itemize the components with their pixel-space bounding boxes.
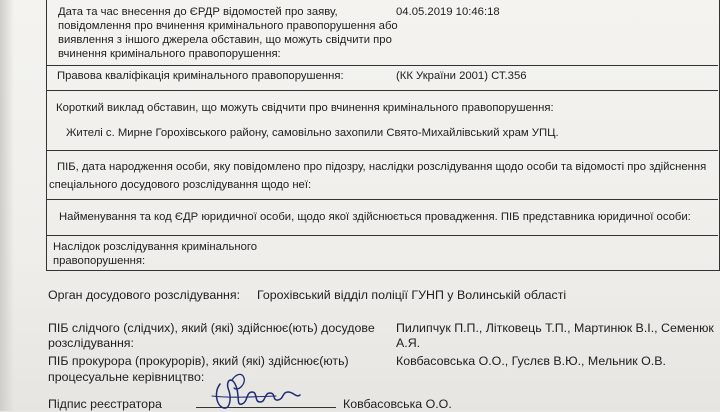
prosecutors-label-line: процесуальне керівництво: (48, 370, 205, 384)
suspect-label-line: спеціального досудового розслідування щодо неї: (49, 179, 312, 191)
entry-date-label-line: Дата та час внесення до ЄРДР відомостей про заяву, (58, 6, 338, 18)
summary-value: Жителі с. Мирне Горохівського району, самовільно захопили Свято-Михайлівський храм УПЦ. (66, 127, 559, 139)
summary-label: Короткий виклад обставин, що можуть свідчити про вчинення кримінального правопорушення: (56, 102, 554, 114)
investigating-body-label: Орган досудового розслідування: (48, 288, 241, 302)
investigators-label-line: розслідування: (48, 336, 134, 350)
suspect-label-line: ПІБ, дата народження особи, яку повідомлено про підозру, наслідки розслідування щодо особи та відомості про здійснення (57, 161, 707, 173)
handwritten-signature (206, 362, 302, 411)
row-divider-summary (46, 150, 718, 151)
row-divider-legal-entity (46, 235, 718, 236)
entry-date-label-line: вчинення кримінального правопорушення: (58, 48, 281, 60)
outcome-label-line: правопорушення: (53, 255, 146, 267)
prosecutors-label-line: ПІБ прокурора (прокурорів), який (які) здійснює(ють) (48, 354, 349, 368)
entry-date-value: 04.05.2019 10:46:18 (396, 6, 500, 18)
investigators-value-line: Пилипчук П.П., Літковець Т.П., Мартинюк В.І., Семенюк (396, 321, 714, 335)
investigators-label-line: ПІБ слідчого (слідчих), який (які) здійснює(ють) досудове (48, 321, 375, 335)
registrar-name: Ковбасовська О.О. (343, 397, 452, 411)
registrar-signature-label: Підпис реєстратора (48, 397, 162, 411)
legal-entity-label: Найменування та код ЄДР юридичної особи, щодо якої здійснюється провадження. ПІБ представника юридичної особи: (59, 211, 691, 223)
row-divider-suspect (46, 199, 718, 200)
prosecutors-value: Ковбасовська О.О., Гуслєв В.Ю., Мельник О.В. (396, 354, 666, 368)
qualification-value: (КК України 2001) СТ.356 (396, 70, 527, 82)
investigating-body-value: Горохівський відділ поліції ГУНП у Волинській області (257, 288, 567, 302)
page-edge-shadow (0, 0, 14, 411)
row-divider-qualification (46, 90, 718, 91)
row-divider-entry-date (46, 65, 718, 66)
outcome-label-line: Наслідок розслідування кримінального (53, 241, 258, 253)
entry-date-label-line: повідомлення про вчинення кримінального правопорушення або (58, 20, 398, 32)
investigators-value-line: А.Я. (396, 336, 421, 350)
qualification-label: Правова кваліфікація кримінального правопорушення: (57, 70, 344, 82)
entry-date-label-line: виявлення з іншого джерела обставин, що можуть свідчити про (58, 34, 392, 46)
